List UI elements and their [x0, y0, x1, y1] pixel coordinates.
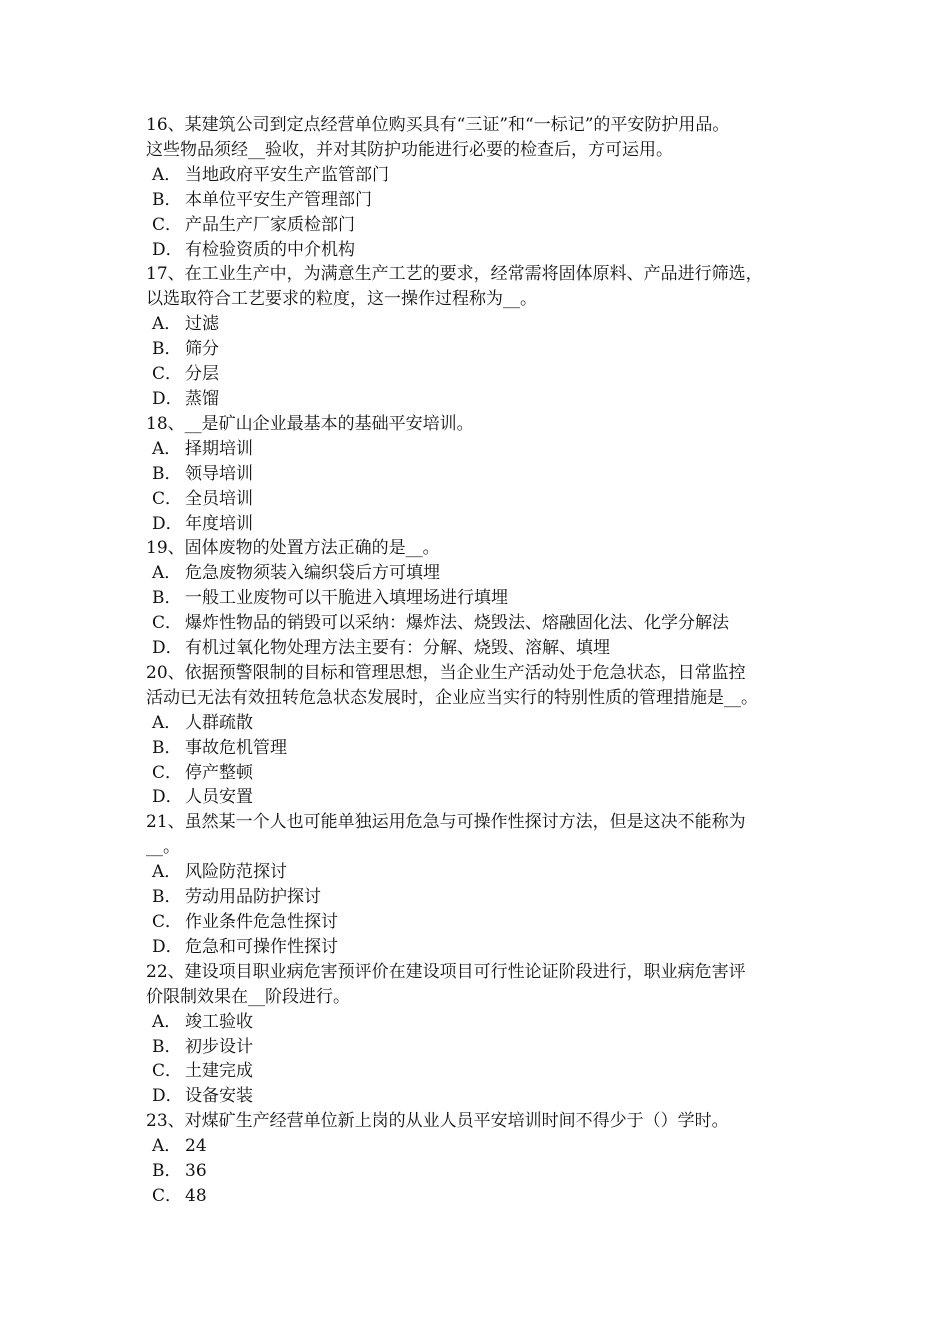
option-a [146, 711, 826, 736]
option-letter: A． [152, 1011, 182, 1032]
option-text: 择期培训 [185, 438, 253, 459]
option-b [146, 736, 826, 761]
option-d [146, 1084, 826, 1109]
question-16 [146, 113, 826, 262]
option-d [146, 238, 826, 263]
option-c [146, 761, 826, 786]
option-d [146, 387, 826, 412]
option-c [146, 1059, 826, 1084]
question-stem-line: 21、虽然某一个人也可能单独运用危急与可操作性探讨方法，但是这决不能称为 [146, 812, 746, 833]
option-b [146, 586, 826, 611]
option-letter: B． [152, 1036, 182, 1057]
option-text: 风险防范探讨 [185, 862, 287, 883]
option-text: 本单位平安生产管理部门 [185, 189, 372, 210]
option-c [146, 487, 826, 512]
option-b [146, 885, 826, 910]
option-text: 领导培训 [185, 463, 253, 484]
option-a [146, 312, 826, 337]
option-letter: C． [152, 1061, 183, 1082]
option-letter: C． [152, 1185, 183, 1206]
option-text: 初步设计 [185, 1036, 253, 1057]
option-d [146, 785, 826, 810]
option-letter: B． [152, 588, 182, 609]
question-stem-line: 这些物品须经__验收，并对其防护功能进行必要的检查后，方可运用。 [146, 139, 673, 160]
option-letter: A． [152, 862, 182, 883]
option-letter: C． [152, 364, 183, 385]
option-letter: B． [152, 339, 182, 360]
option-a [146, 437, 826, 462]
question-stem-line: 19、固体废物的处置方法正确的是__。 [146, 538, 440, 559]
option-c [146, 611, 826, 636]
option-c [146, 213, 826, 238]
option-letter: C． [152, 912, 183, 932]
option-text: 产品生产厂家质检部门 [185, 214, 355, 235]
option-a [146, 163, 826, 188]
option-letter: D． [152, 787, 183, 808]
option-b [146, 462, 826, 487]
option-letter: C． [152, 762, 183, 783]
question-19 [146, 536, 826, 661]
option-letter: B． [152, 887, 182, 908]
option-letter: D． [152, 239, 183, 260]
option-letter: A． [152, 438, 182, 459]
option-letter: A． [152, 1136, 182, 1157]
option-letter: A． [152, 314, 182, 335]
option-text: 有检验资质的中介机构 [185, 239, 355, 260]
question-stem-line: 价限制效果在__阶段进行。 [146, 986, 350, 1007]
question-stem-line: 22、建设项目职业病危害预评价在建设项目可行性论证阶段进行，职业病危害评 [146, 961, 746, 982]
option-text: 年度培训 [185, 513, 253, 534]
option-a [146, 860, 826, 885]
option-c [146, 362, 826, 387]
option-b [146, 337, 826, 362]
option-letter: D． [152, 936, 183, 957]
question-18 [146, 412, 826, 537]
option-b [146, 188, 826, 213]
option-b [146, 1035, 826, 1060]
question-23 [146, 1109, 826, 1209]
question-20 [146, 661, 826, 810]
option-letter: B． [152, 189, 182, 210]
question-17 [146, 262, 826, 411]
option-b [146, 1159, 826, 1184]
option-text: 人员安置 [185, 787, 253, 808]
option-text: 蒸馏 [185, 388, 219, 409]
option-d [146, 512, 826, 537]
option-letter: A． [152, 563, 182, 584]
option-text: 分层 [185, 364, 219, 385]
question-stem-line: 20、依据预警限制的目标和管理思想，当企业生产活动处于危急状态，日常监控 [146, 662, 746, 683]
question-21 [146, 810, 826, 959]
option-text: 土建完成 [185, 1061, 253, 1082]
option-text: 设备安装 [185, 1086, 253, 1107]
option-a [146, 561, 826, 586]
option-text: 一般工业废物可以干脆进入填埋场进行填埋 [185, 588, 508, 609]
question-stem-line: 23、对煤矿生产经营单位新上岗的从业人员平安培训时间不得少于（）学时。 [146, 1111, 729, 1132]
question-stem-line: 活动已无法有效扭转危急状态发展时，企业应当实行的特别性质的管理措施是__。 [146, 687, 758, 708]
option-text: 停产整顿 [185, 762, 253, 783]
option-text: 36 [185, 1161, 207, 1182]
option-text: 人群疏散 [185, 712, 253, 733]
option-text: 全员培训 [185, 488, 253, 509]
option-text: 当地政府平安生产监管部门 [185, 164, 389, 185]
option-a [146, 1134, 826, 1159]
option-letter: C． [152, 613, 183, 634]
question-stem-line: 16、某建筑公司到定点经营单位购买具有“三证”和“一标记”的平安防护用品。 [146, 115, 730, 135]
option-letter: C． [152, 488, 183, 509]
option-letter: D． [152, 513, 183, 534]
document-page [146, 113, 826, 1209]
option-text: 事故危机管理 [185, 737, 287, 758]
option-text: 作业条件危急性探讨 [185, 912, 338, 932]
option-text: 过滤 [185, 314, 219, 335]
option-letter: B． [152, 737, 182, 758]
option-letter: D． [152, 638, 183, 659]
option-c [146, 910, 826, 935]
option-text: 竣工验收 [185, 1011, 253, 1032]
option-letter: A． [152, 164, 182, 185]
option-text: 筛分 [185, 339, 219, 360]
option-text: 危急和可操作性探讨 [185, 936, 338, 957]
option-letter: B． [152, 463, 182, 484]
option-d [146, 636, 826, 661]
option-d [146, 935, 826, 960]
question-stem-line: 17、在工业生产中，为满意生产工艺的要求，经常需将固体原料、产品进行筛选， [146, 264, 763, 285]
question-stem-line: __。 [146, 837, 180, 858]
option-letter: D． [152, 388, 183, 409]
option-letter: D． [152, 1086, 183, 1107]
question-stem-line: 18、__是矿山企业最基本的基础平安培训。 [146, 413, 474, 434]
option-text: 24 [185, 1136, 207, 1157]
question-22 [146, 960, 826, 1109]
option-c [146, 1184, 826, 1209]
option-letter: B． [152, 1161, 182, 1182]
option-a [146, 1010, 826, 1035]
question-stem-line: 以选取符合工艺要求的粒度，这一操作过程称为__。 [146, 289, 537, 310]
option-text: 有机过氧化物处理方法主要有：分解、烧毁、溶解、填埋 [185, 638, 610, 659]
option-text: 劳动用品防护探讨 [185, 887, 321, 908]
option-letter: A． [152, 712, 182, 733]
option-text: 48 [185, 1185, 207, 1206]
option-text: 危急废物须装入编织袋后方可填埋 [185, 563, 440, 584]
option-text: 爆炸性物品的销毁可以采纳：爆炸法、烧毁法、熔融固化法、化学分解法 [185, 613, 729, 634]
option-letter: C． [152, 214, 183, 235]
